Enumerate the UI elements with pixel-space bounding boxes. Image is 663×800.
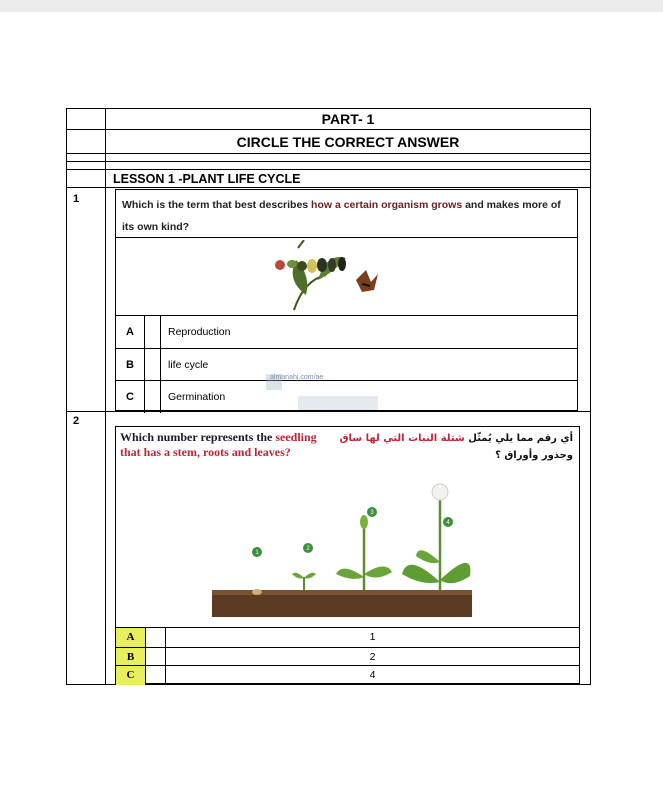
row-divider xyxy=(67,129,590,130)
question-text-part: أي رقم مما يلي يُمثّل xyxy=(464,433,573,444)
question-2-english-text xyxy=(120,430,317,460)
question-number: 2 xyxy=(73,415,80,427)
number-column-divider xyxy=(105,109,106,684)
option-text: Reproduction xyxy=(168,326,231,338)
question-text-highlight: how a certain organism grows xyxy=(311,199,463,211)
lesson-title: LESSON 1 -PLANT LIFE CYCLE xyxy=(113,172,301,186)
option-letter: B xyxy=(116,648,146,667)
question-1-text xyxy=(122,194,572,238)
row-divider xyxy=(67,169,590,170)
option-text: Germination xyxy=(168,391,226,403)
butterfly-life-cycle-image xyxy=(266,240,386,315)
question-text-part: and makes more of its own kind? xyxy=(122,199,561,233)
part-title: PART- 1 xyxy=(321,111,375,127)
watermark-url: almanahj.com/ae xyxy=(270,374,324,381)
plant-growth-stages-image xyxy=(212,482,472,617)
stage-label: 2 xyxy=(306,546,310,552)
question-text-part: Which is the term that best describes xyxy=(122,199,312,211)
answer-option-row[interactable] xyxy=(116,316,577,348)
option-letter: C xyxy=(116,381,145,413)
question-text-highlight: seedling xyxy=(275,430,317,444)
top-bar xyxy=(0,0,663,12)
option-gap-cell xyxy=(144,316,161,348)
instruction-title: CIRCLE THE CORRECT ANSWER xyxy=(236,134,460,150)
answer-option-row[interactable] xyxy=(116,665,579,685)
row-divider xyxy=(67,187,590,188)
option-letter: A xyxy=(116,628,146,647)
stage-label: 3 xyxy=(370,510,374,516)
question-text-part: وجذور وأوراق ؟ xyxy=(495,450,573,461)
option-value: 2 xyxy=(369,651,376,663)
option-value: 4 xyxy=(369,669,376,681)
question-2-box xyxy=(115,426,580,684)
answer-option-row[interactable] xyxy=(116,647,579,667)
option-letter: C xyxy=(116,666,146,685)
option-gap-cell xyxy=(144,381,161,413)
option-value: 1 xyxy=(369,631,376,643)
option-gap-cell xyxy=(146,628,166,647)
question-text-highlight: شتلة النبات التي لها ساق xyxy=(339,433,465,444)
question-text-part: Which number represents the xyxy=(120,430,276,444)
question-text-highlight: that has a stem, roots and leaves? xyxy=(120,445,291,459)
question-2-arabic-text xyxy=(340,430,573,464)
question-number: 1 xyxy=(73,193,80,205)
stage-label: 1 xyxy=(255,550,259,556)
row-divider xyxy=(116,237,577,238)
option-text: life cycle xyxy=(168,359,209,371)
option-gap-cell xyxy=(146,666,166,685)
row-divider xyxy=(67,153,590,154)
option-letter: B xyxy=(116,349,145,381)
answer-option-row[interactable] xyxy=(116,627,579,647)
option-letter: A xyxy=(116,316,145,348)
option-gap-cell xyxy=(144,349,161,381)
stage-label: 4 xyxy=(446,520,450,526)
row-divider xyxy=(67,161,590,162)
